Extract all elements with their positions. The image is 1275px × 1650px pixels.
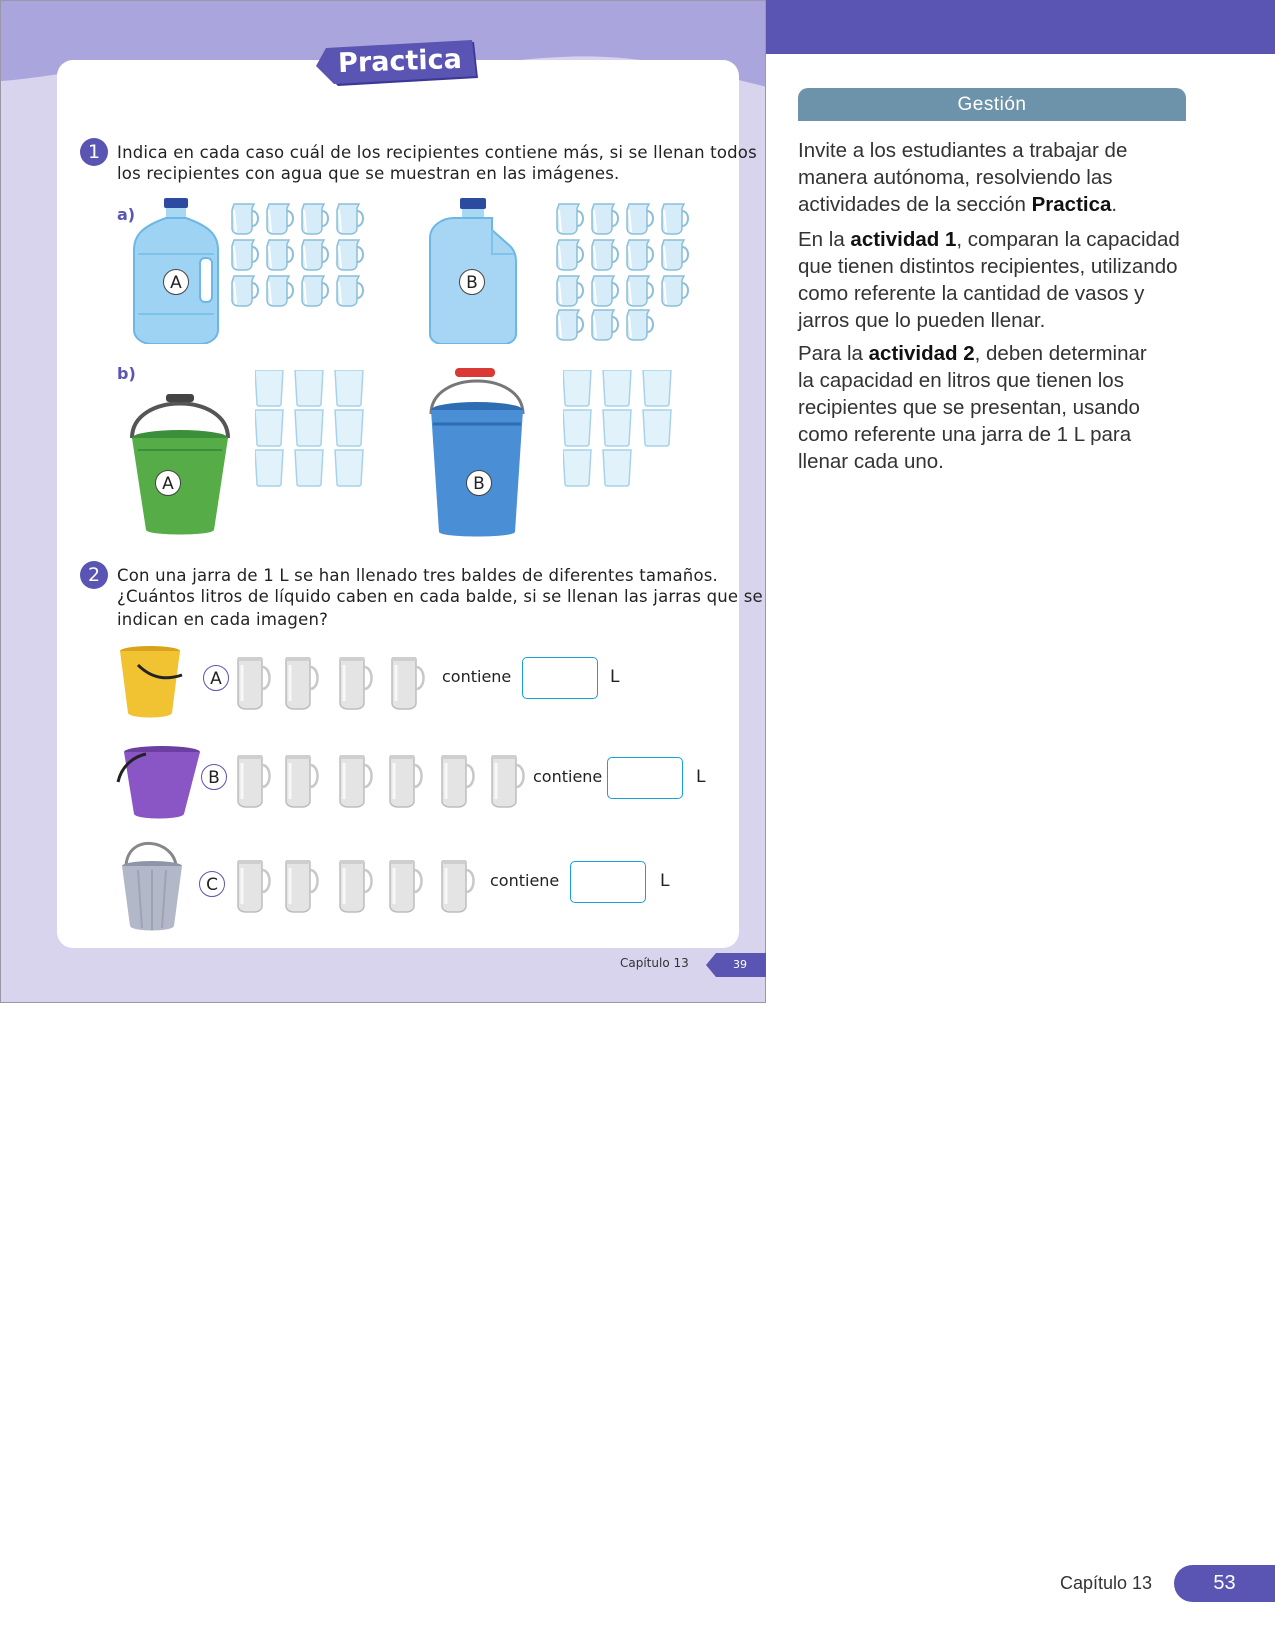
chapter-footer: Capítulo 13 [1060,1573,1153,1593]
page-number-pill: 53 [1174,1565,1275,1602]
purple-bucket-image [116,742,206,820]
row-c-unit: L [660,871,670,891]
row-a-letter: A [203,665,229,691]
row-a-contiene: contiene [442,667,512,686]
gestion-paragraph-2: En la actividad 1, comparan la capacidad que tienen distintos recipientes, utilizando como referente la cantidad de vasos y jarros que lo pueden llenar. [798,228,1180,332]
pitchers-group-b [555,200,695,344]
question-1-line-1: Indica en cada caso cuál de los recipientes contiene más, si se llenan todos [117,143,757,162]
gestion-header: Gestión [798,88,1186,121]
blue-bucket-b-image [425,366,529,538]
top-color-band [766,0,1275,54]
gestion-paragraph-3: Para la actividad 2, deben determinar la capacidad en litros que tienen los recipientes que se presentan, usando como referente una jarra de 1 L para llenar cada uno. [798,342,1147,473]
row-a-answer-box[interactable] [522,657,598,699]
row-b-unit: L [696,767,706,787]
row-b-letter: B [201,764,227,790]
row-b-answer-box[interactable] [607,757,683,799]
question-2-line-3: indican en cada imagen? [117,610,329,629]
question-2-line-1: Con una jarra de 1 L se han llenado tres baldes de diferentes tamaños. [117,566,718,585]
row-c-answer-box[interactable] [570,861,646,903]
part-a-label: a) [117,205,136,224]
yellow-bucket-image [118,645,188,719]
bucket-a-label: A [155,470,181,496]
row-c-contiene: contiene [490,871,560,890]
jugs-row-c [236,858,480,914]
row-a-unit: L [610,667,620,687]
section-title: Practica [337,43,463,80]
row-b-contiene: contiene [533,767,603,786]
row-c-letter: C [199,871,225,897]
student-page-number: 39 [733,958,747,971]
jugs-row-a [236,655,432,711]
green-bucket-a-image [128,390,232,538]
pitchers-group-a [230,200,370,308]
glasses-group-a [255,370,367,488]
container-b-label: B [459,269,485,295]
question-1-line-2: los recipientes con agua que se muestran en las imágenes. [117,164,620,183]
gestion-paragraph-1: Invite a los estudiantes a trabajar de manera autónoma, resolviendo las actividades de la sección Practica. [798,139,1128,216]
student-page-chapter: Capítulo 13 [620,956,689,970]
jugs-row-b [236,753,528,809]
silver-bucket-image [118,836,186,932]
bucket-b-label: B [466,470,492,496]
question-2-number: 2 [80,561,108,589]
container-a-label: A [163,269,189,295]
question-1-number: 1 [80,138,108,166]
part-b-label: b) [117,364,136,383]
question-2-line-2: ¿Cuántos litros de líquido caben en cada balde, si se llenan las jarras que se [117,587,763,606]
glasses-group-b [563,370,675,488]
